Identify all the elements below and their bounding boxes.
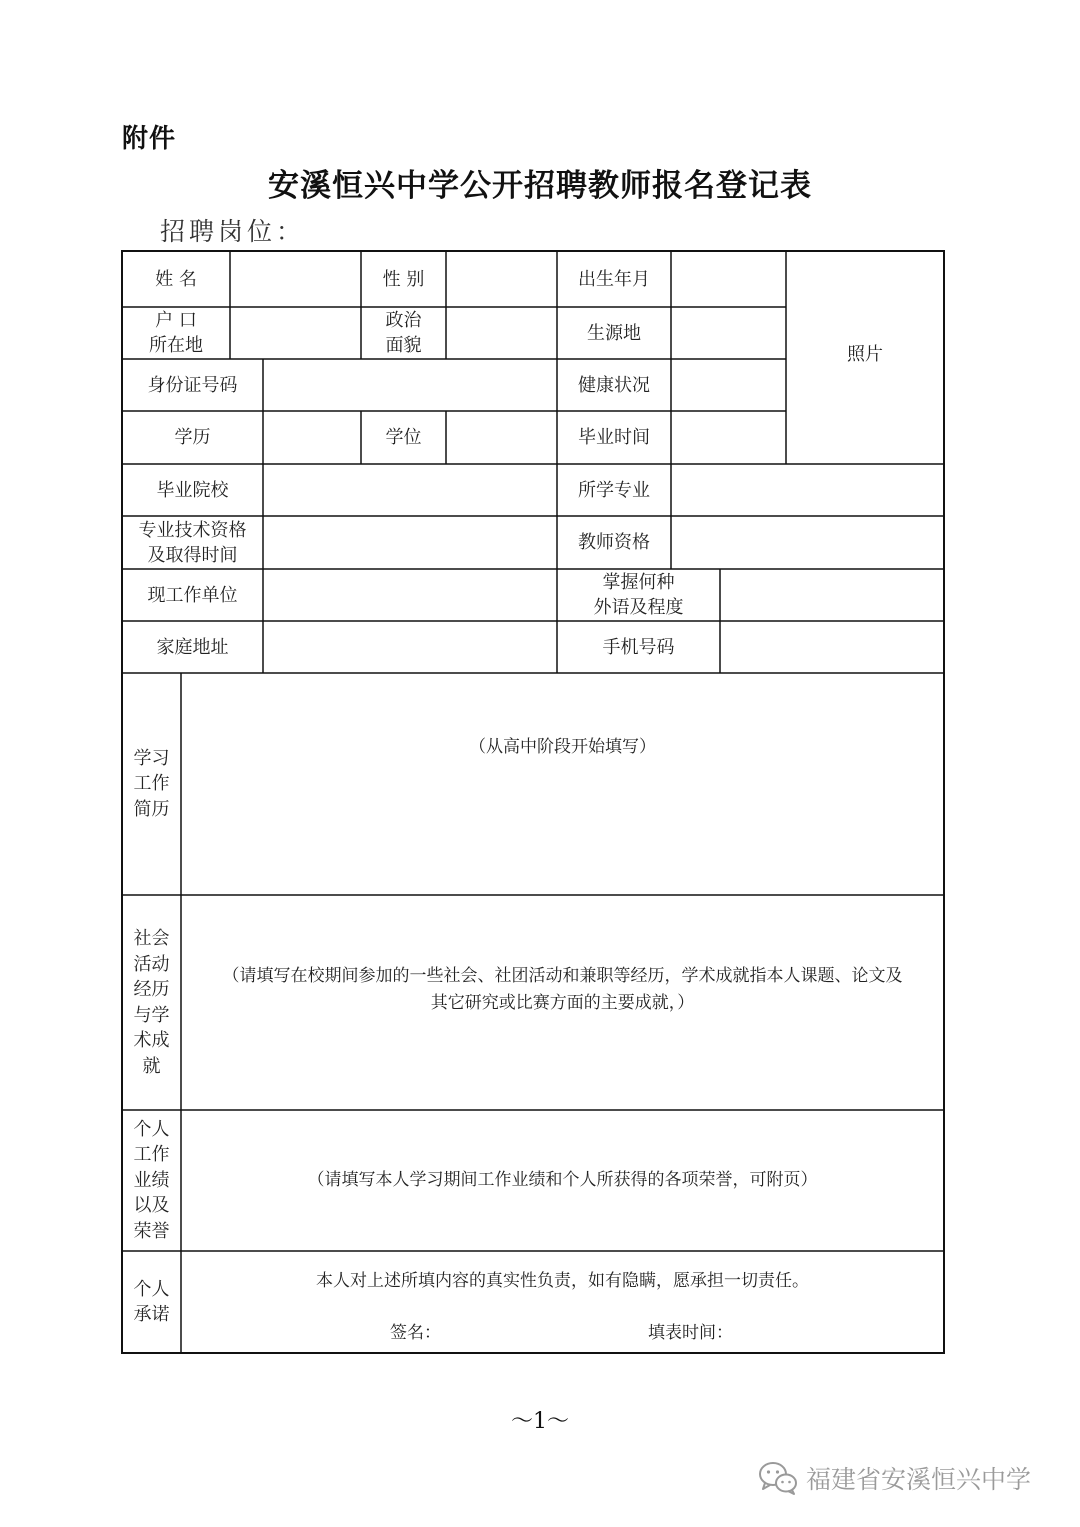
label-politics: 政治 面貌 <box>385 310 422 356</box>
label-teacher-qual: 教师资格 <box>578 532 650 553</box>
label-grad-time: 毕业时间 <box>578 427 650 448</box>
label-employer: 现工作单位 <box>147 584 238 606</box>
fill-date-label: 填表时间： <box>648 1323 733 1343</box>
pledge-statement: 本人对上述所填内容的真实性负责，如有隐瞒，愿承担一切责任。 <box>316 1271 809 1291</box>
watermark-text: 福建省安溪恒兴中学 <box>806 1465 1032 1494</box>
label-origin: 生源地 <box>587 322 641 344</box>
label-education: 学历 <box>174 427 211 448</box>
hukou-field[interactable] <box>230 307 361 359</box>
label-major: 所学专业 <box>578 479 650 501</box>
name-field[interactable] <box>230 251 361 307</box>
id-number-field[interactable] <box>263 359 557 411</box>
label-address: 家庭地址 <box>156 636 229 658</box>
form-title: 安溪恒兴中学公开招聘教师报名登记表 <box>268 168 812 204</box>
signature-label: 签名： <box>390 1323 441 1343</box>
origin-field[interactable] <box>671 307 786 359</box>
label-activities: 社会 活动 经历 与学 术成 就 <box>133 928 170 1077</box>
teacher-qual-field[interactable] <box>671 516 944 569</box>
label-resume: 学习 工作 简历 <box>133 747 170 820</box>
label-tech-qual: 专业技术资格 及取得时间 <box>138 519 247 566</box>
wechat-icon <box>758 1460 798 1496</box>
language-field[interactable] <box>720 569 944 621</box>
tech-qual-field[interactable] <box>263 516 557 569</box>
address-field[interactable] <box>263 621 557 673</box>
resume-hint: （从高中阶段开始填写） <box>469 736 656 757</box>
school-field[interactable] <box>263 464 557 516</box>
major-field[interactable] <box>671 464 944 516</box>
degree-field[interactable] <box>446 411 557 464</box>
watermark <box>758 1458 1031 1498</box>
grad-time-field[interactable] <box>671 411 786 464</box>
label-health: 健康状况 <box>578 374 650 396</box>
label-pledge: 个人 承诺 <box>133 1278 170 1325</box>
achievements-hint: （请填写本人学习期间工作业绩和个人所获得的各项荣誉，可附页） <box>307 1170 818 1190</box>
label-hukou: 户 口 所在地 <box>149 310 203 356</box>
health-field[interactable] <box>671 359 786 411</box>
label-school: 毕业院校 <box>156 479 229 501</box>
label-birth: 出生年月 <box>578 268 650 290</box>
employer-field[interactable] <box>263 569 557 621</box>
label-phone: 手机号码 <box>602 636 675 658</box>
page-number: ～1～ <box>511 1409 569 1434</box>
resume-field[interactable] <box>181 821 944 895</box>
birth-field[interactable] <box>671 251 786 307</box>
position-label: 招聘岗位： <box>160 217 306 246</box>
education-field[interactable] <box>263 411 361 464</box>
label-achievements: 个人 工作 业绩 以及 荣誉 <box>133 1118 170 1242</box>
attachment-label: 附件 <box>122 124 177 154</box>
activities-hint: （请填写在校期间参加的一些社会、社团活动和兼职等经历，学术成就指本人课题、论文及 其它研究或比赛方面的主要成就，） <box>222 966 903 1013</box>
politics-field[interactable] <box>446 307 557 359</box>
label-degree: 学位 <box>385 427 422 448</box>
label-name: 姓 名 <box>155 268 197 290</box>
photo-box[interactable] <box>786 251 944 464</box>
label-id-number: 身份证号码 <box>147 374 238 396</box>
label-language: 掌握何种 外语及程度 <box>593 572 684 618</box>
label-gender: 性 别 <box>382 268 425 290</box>
gender-field[interactable] <box>446 251 557 307</box>
phone-field[interactable] <box>720 621 944 673</box>
label-photo: 照片 <box>847 344 883 365</box>
